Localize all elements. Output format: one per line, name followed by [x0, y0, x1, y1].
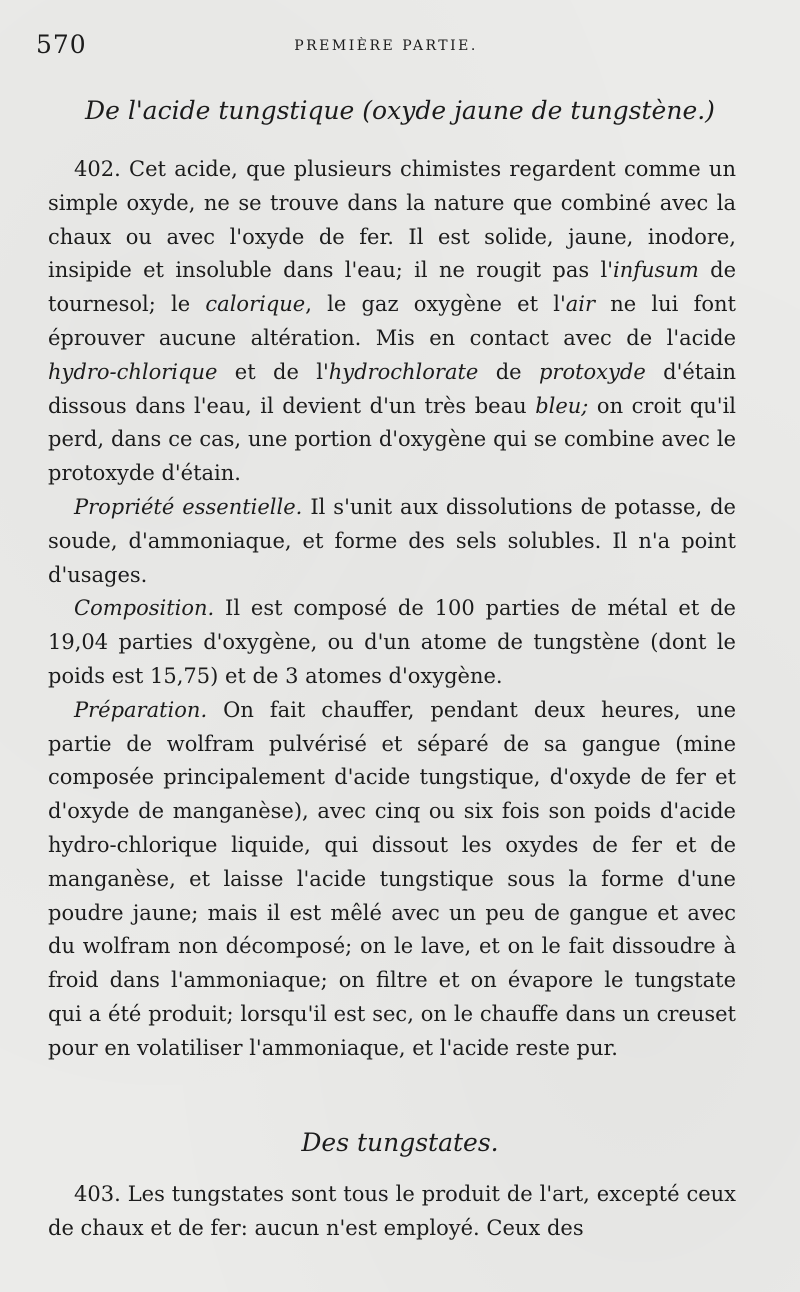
text-run: Cet acide, que plusieurs chimistes regardent comme un simple oxyde, ne se trouve dans la nature que combiné avec la chaux ou avec l'oxyde de fer. Il est solide, jaune, inodore, insipide et insoluble dans l'eau; il ne rougit pas l'	[48, 157, 736, 283]
italic-term: hydro-chlorique	[48, 359, 218, 384]
text-run: on croit qu'il perd, dans ce cas, une portion d'oxygène qui se combine avec le protoxyde d'étain.	[48, 393, 736, 486]
italic-term: bleu;	[535, 393, 589, 418]
subsection-title: Des tungstates.	[301, 1128, 499, 1157]
italic-term: air	[565, 292, 596, 317]
paragraph-number: 403.	[74, 1182, 121, 1206]
text-run: de tournesol; le	[48, 258, 737, 317]
paragraph-propriete	[48, 491, 736, 592]
paragraph-composition	[48, 592, 736, 693]
italic-term: hydrochlorate	[328, 359, 479, 384]
running-head: PREMIÈRE PARTIE.	[294, 38, 478, 54]
page-number: 570	[36, 30, 87, 59]
italic-term: infusum	[613, 258, 699, 283]
paragraph-403	[48, 1178, 736, 1246]
italic-term: calorique	[205, 292, 306, 317]
text-run: Les tungstates sont tous le produit de l'art, excepté ceux de chaux et de fer: aucun n'est employé. Ceux des	[48, 1182, 736, 1240]
text-run: , le gaz oxygène et l'	[305, 292, 566, 317]
paragraph-lead: Propriété essentielle.	[74, 494, 303, 519]
main-text	[48, 153, 736, 1066]
italic-term: protoxyde	[538, 359, 646, 384]
paragraph-number: 402.	[74, 157, 121, 181]
paragraph-lead: Composition.	[74, 596, 215, 621]
paragraph-402	[48, 153, 736, 491]
text-run: Il s'unit aux dissolutions de potasse, de soude, d'ammoniaque, et forme des sels solubles. Il n'a point d'usages.	[48, 494, 736, 587]
page-header	[36, 30, 736, 64]
paragraph-preparation	[48, 694, 736, 1066]
text-run: d'étain dissous dans l'eau, il devient d'un très beau	[48, 359, 736, 418]
text-run: ne lui font éprouver aucune altération. Mis en contact avec de l'acide	[48, 292, 736, 350]
text-run: de	[478, 359, 539, 384]
text-run: On fait chauffer, pendant deux heures, une partie de wolfram pulvérisé et séparé de sa gangue (mine composée principalement d'acide tungstique, d'oxyde de fer et d'oxyde de manganèse), avec cinq ou six fois son poids d'acide hydro-chlorique liquide, qui dissout les oxydes de fer et de manganèse, et laisse l'acide tungstique sous la forme d'une poudre jaune; mais il est mêlé avec un peu de gangue et avec du wolfram non décomposé; on le lave, et on le fait dissoudre à froid dans l'ammoniaque; on filtre et on évapore le tungstate qui a été produit; lorsqu'il est sec, on le chauffe dans un creuset pour en volatiliser l'ammoniaque, et l'acide reste pur.	[48, 697, 736, 1060]
text-run: Il est composé de 100 parties de métal et de 19,04 parties d'oxygène, ou d'un atome de tungstène (dont le poids est 15,75) et de 3 atomes d'oxygène.	[48, 596, 736, 688]
text-run: et de l'	[217, 359, 329, 384]
section-title: De l'acide tungstique (oxyde jaune de tungstène.)	[85, 96, 715, 125]
paragraph-lead: Préparation.	[74, 697, 208, 722]
main-text-continued	[48, 1178, 736, 1246]
